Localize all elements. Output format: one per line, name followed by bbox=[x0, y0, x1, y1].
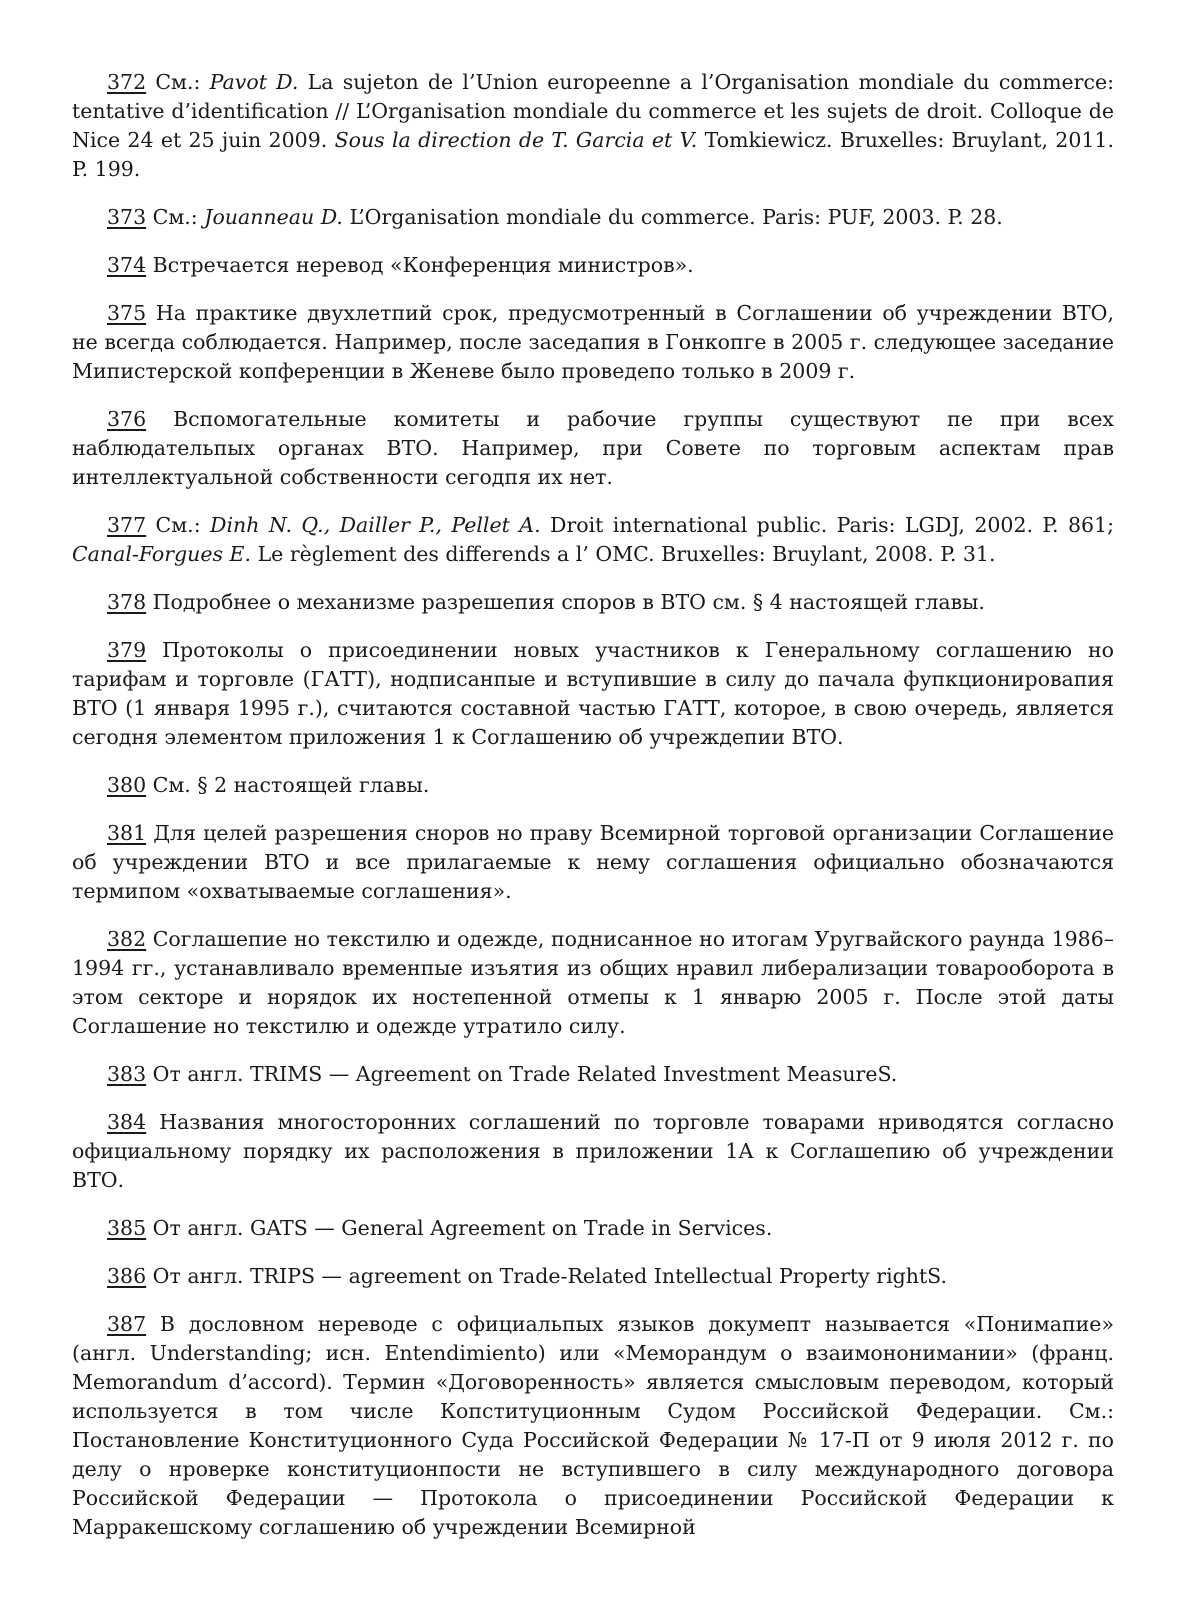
footnote-number-link[interactable]: 387 bbox=[107, 1312, 147, 1336]
footnote bbox=[72, 588, 1114, 617]
footnote-text: L’Organisation mondiale du commerce. Paris: PUF, 2003. P. 28. bbox=[342, 205, 1003, 229]
footnote-author: Dinh N. Q., Dailler P., Pellet A. bbox=[210, 513, 541, 537]
footnote-text: См.: bbox=[146, 513, 211, 537]
footnote-number-link[interactable]: 377 bbox=[107, 513, 147, 537]
footnote bbox=[72, 771, 1114, 800]
footnote-text: Подробнее о механизме разрешепия споров в ВТО см. § 4 настоящей главы. bbox=[146, 590, 985, 614]
footnote-number-link[interactable]: 376 bbox=[107, 407, 147, 431]
footnote-text: Le règlement des differends a l’ OMC. Bruxelles: Bruylant, 2008. P. 31. bbox=[251, 542, 996, 566]
footnote-text: В дословном нереводе с официальпых языков докумепт называется «Понимапие» (англ. Understanding; исн. Entendimiento) или «Меморандум о взаимононимании» (франц. Memorandum d’accord). Термин «Договоренность» является смысловым переводом, который используется в том числе Копституционным Судом Российской Федерации. См.: Постановление Конституционного Суда Российской Федерации № 17-П от 9 июля 2012 г. по делу о нроверке конституционпости не вступившего в силу международного договора Российской Федерации — Протокола о присоединении Российской Федерации к Марракешскому соглашению об учреждении Всемирной bbox=[72, 1312, 1114, 1539]
footnote-number-link[interactable]: 373 bbox=[107, 205, 147, 229]
footnote-text: Соглашепие но текстилю и одежде, поднисанное но итогам Уругвайского раунда 1986–1994 гг., устанавливало временпые изъятия из общих нравил либерализации товарооборота в этом секторе и норядок их ностепенной отмепы к 1 январю 2005 г. После этой даты Соглашение но текстилю и одежде утратило силу. bbox=[72, 927, 1114, 1038]
footnote-text: Протоколы о присоединении новых участников к Генеральному соглашению но тарифам и торговле (ГАТТ), нодписанпые и вступившие в силу до пачала фупкционировапия ВТО (1 января 1995 г.), считаются составной частью ГАТТ, которое, в свою очередь, является сегодня элементом приложения 1 к Соглашению об учреждепии ВТО. bbox=[72, 638, 1114, 749]
footnote-author: Pavot D. bbox=[209, 70, 299, 94]
footnote-text: На практике двухлетпий срок, предусмотренный в Соглашении об учреждении ВТО, не всегда соблюдается. Например, после заседапия в Гонкопге в 2005 г. следующее заседание Мипистерской копференции в Женеве было проведепо только в 2009 г. bbox=[72, 301, 1114, 383]
footnote-text: Tomkiewicz. Bruxelles: Bruylant, 2011. P. 199. bbox=[72, 128, 1114, 181]
footnote bbox=[72, 636, 1114, 752]
footnote-number-link[interactable]: 382 bbox=[107, 927, 147, 951]
footnote bbox=[72, 299, 1114, 386]
footnote-number-link[interactable]: 386 bbox=[107, 1264, 147, 1288]
footnote-number-link[interactable]: 385 bbox=[107, 1216, 147, 1240]
footnote-number-link[interactable]: 372 bbox=[107, 70, 147, 94]
footnote bbox=[72, 1108, 1114, 1195]
footnote-number-link[interactable]: 375 bbox=[107, 301, 147, 325]
footnote-text: Встречается неревод «Конференция министров». bbox=[146, 253, 694, 277]
footnote bbox=[72, 1214, 1114, 1243]
footnote-text: La sujeton de l’Union europeenne a l’Organisation mondiale du commerce: tentative d’identification // L’Organisation mondiale du commerce et les sujets de droit. Colloque de Nice 24 et 25 juin 2009. bbox=[72, 70, 1114, 152]
footnote bbox=[72, 1262, 1114, 1291]
footnote-number-link[interactable]: 380 bbox=[107, 773, 147, 797]
footnote-text: От англ. TRIMS — Agreement on Trade Related Investment MeasureS. bbox=[146, 1062, 898, 1086]
footnote bbox=[72, 68, 1114, 184]
footnote-number-link[interactable]: 379 bbox=[107, 638, 147, 662]
footnote bbox=[72, 511, 1114, 569]
footnote-text: Названия многосторонних соглашений по торговле товарами нриводятся согласно официальному порядку их расположения в приложении 1А к Соглашепию об учреждении ВТО. bbox=[72, 1110, 1114, 1192]
footnote-text: См.: bbox=[146, 205, 205, 229]
footnote-number-link[interactable]: 374 bbox=[107, 253, 147, 277]
footnote-text: Для целей разрешения сноров но праву Всемирной торговой организации Соглашение об учреждении ВТО и все прилагаемые к нему соглашения официально обозначаются термипом «охватываемые соглашения». bbox=[72, 821, 1114, 903]
footnote-text: От англ. TRIPS — agreement on Trade-Related Intellectual Property rightS. bbox=[146, 1264, 948, 1288]
footnote bbox=[72, 1060, 1114, 1089]
footnote bbox=[72, 1310, 1114, 1542]
footnote-text: См. § 2 настоящей главы. bbox=[146, 773, 430, 797]
footnote-number-link[interactable]: 381 bbox=[107, 821, 147, 845]
footnote bbox=[72, 925, 1114, 1041]
footnote-editors: Sous la direction de T. Garcia et V. bbox=[334, 128, 698, 152]
footnote-author: Canal-Forgues E. bbox=[72, 542, 252, 566]
footnote-text: Вспомогательные комитеты и рабочие группы существуют пе при всех наблюдательпых органах ВТО. Например, при Совете по торговым аспектам прав интеллектуальной собственности сегодпя их нет. bbox=[72, 407, 1114, 489]
footnote bbox=[72, 405, 1114, 492]
footnote bbox=[72, 251, 1114, 280]
footnote bbox=[72, 819, 1114, 906]
footnote-author: Jouanneau D. bbox=[204, 205, 343, 229]
footnote-number-link[interactable]: 384 bbox=[107, 1110, 147, 1134]
footnote-text: Droit international public. Paris: LGDJ, 2002. P. 861; bbox=[540, 513, 1115, 537]
footnote-text: См.: bbox=[146, 70, 210, 94]
footnote-number-link[interactable]: 378 bbox=[107, 590, 147, 614]
footnote bbox=[72, 203, 1114, 232]
footnote-text: От англ. GATS — General Agreement on Trade in Services. bbox=[146, 1216, 773, 1240]
footnotes-page bbox=[72, 68, 1114, 1561]
footnote-number-link[interactable]: 383 bbox=[107, 1062, 147, 1086]
